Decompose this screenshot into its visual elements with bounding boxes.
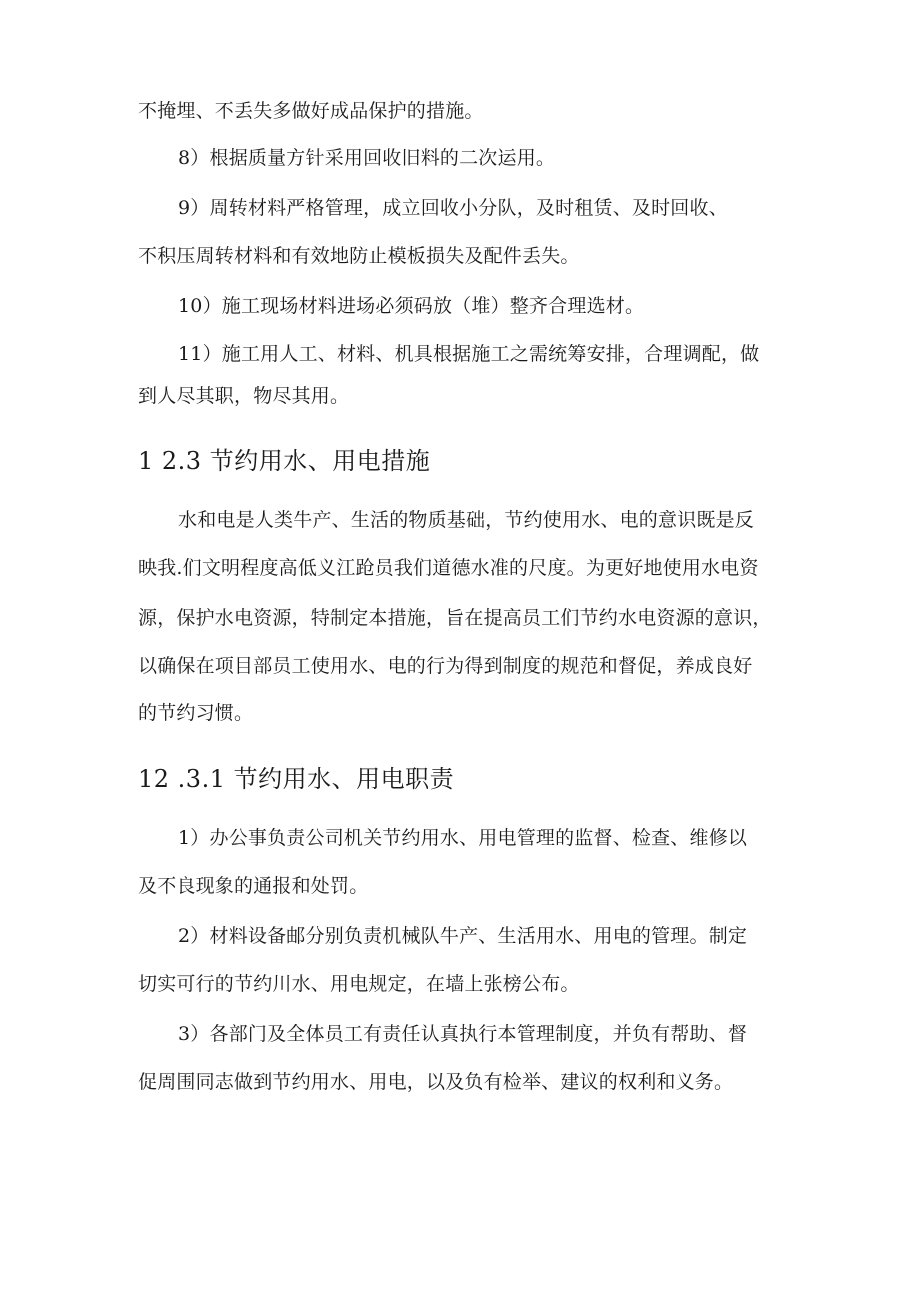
section-heading-12-3-1: 12 .3.1 节约用水、用电职责 (138, 765, 455, 793)
list-item-2-continued: 切实可行的节约川水、用电规定，在墙上张榜公布。 (138, 973, 580, 995)
list-item-9: 9）周转材料严格管理，成立回收小分队，及时租赁、及时回收、 (178, 197, 728, 219)
section-heading-12-2-3: 1 2.3 节约用水、用电措施 (138, 447, 431, 475)
paragraph-line: 不掩埋、不丢失多做好成品保护的措施。 (138, 100, 484, 122)
list-item-1-continued: 及不良现象的通报和处罚。 (138, 875, 369, 897)
paragraph-line: 以确保在项目部员工使用水、电的行为得到制度的规范和督促，养成良好 (138, 655, 753, 677)
paragraph-line: 源，保护水电资源，特制定本措施，旨在提高员工们节约水电资源的意识， (138, 607, 772, 629)
list-item-3: 3）各部门及全体员工有责任认真执行本管理制度，并负有帮助、督 (178, 1023, 748, 1045)
list-item-10: 10）施工现场材料进场必须码放（堆）整齐合理选材。 (178, 295, 645, 317)
list-item-3-continued: 促周围同志做到节约用水、用电，以及负有检举、建议的权利和义务。 (138, 1071, 734, 1093)
list-item-1: 1）办公事负责公司机关节约用水、用电管理的监督、检查、维修以 (178, 827, 748, 849)
list-item-9-continued: 不积压周转材料和有效地防止模板损失及配件丢失。 (138, 245, 580, 267)
list-item-11-continued: 到人尽其职，物尽其用。 (138, 385, 350, 407)
list-item-11: 11）施工用人工、材料、机具根据施工之需统筹安排，合理调配，做 (178, 343, 760, 365)
paragraph-line: 的节约习惯。 (138, 702, 254, 724)
paragraph-line: 映我.们文明程度高低义江跄员我们道德水准的尺度。为更好地使用水电资 (138, 557, 759, 579)
list-item-8: 8）根据质量方针采用回收旧料的二次运用。 (178, 147, 556, 169)
list-item-2: 2）材料设备邮分别负责机械队牛产、生活用水、用电的管理。制定 (178, 925, 748, 947)
paragraph-line: 水和电是人类牛产、生活的物质基础，节约使用水、电的意识既是反 (178, 509, 755, 531)
